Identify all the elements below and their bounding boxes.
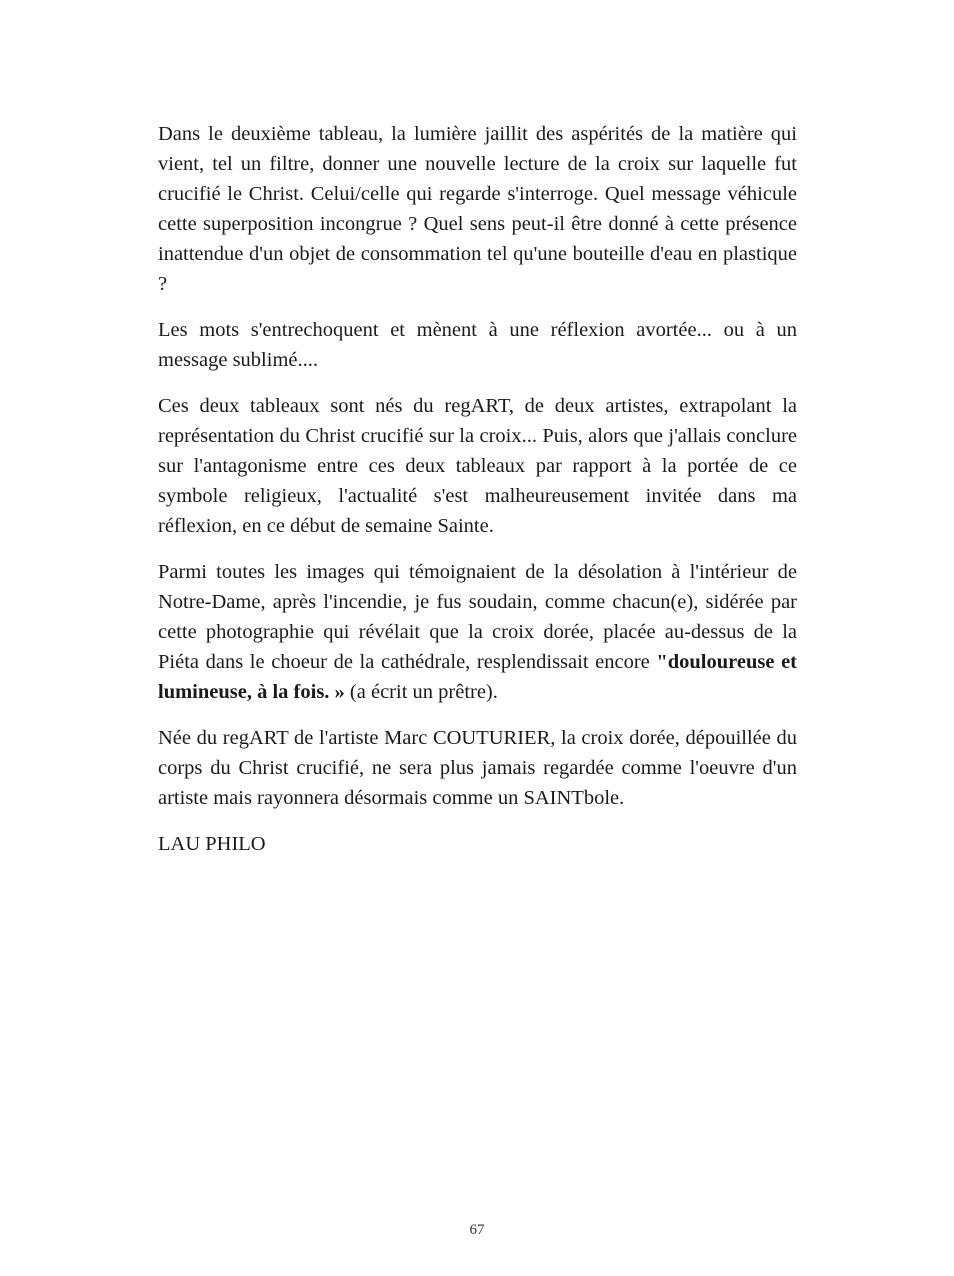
paragraph-4-text-before: Parmi toutes les images qui témoignaient de la désolation à l'intérieur de Notre-Dame, après l'incendie, je fus soudain, comme chacun(e), sidérée par cette photographie qui révélait que la croix dorée, placée au-dessus de la Piéta dans le choeur de la cathédrale, resplendissait encore [158,561,797,673]
paragraph-4-bold-quote: "douloureuse et lumineuse, à la fois. » [158,651,798,703]
page-number: 67 [469,1222,485,1238]
author-signature: LAU PHILO [158,833,266,855]
paragraph-4 [158,557,797,707]
paragraph-5: Née du regART de l'artiste Marc COUTURIER, la croix dorée, dépouillée du corps du Christ crucifié, ne sera plus jamais regardée comme l'oeuvre d'un artiste mais rayonnera désormais comme un SAINTbole. [158,727,797,809]
paragraph-3: Ces deux tableaux sont nés du regART, de deux artistes, extrapolant la représentation du Christ crucifié sur la croix... Puis, alors que j'allais conclure sur l'antagonisme entre ces deux tableaux par rapport à la portée de ce symbole religieux, l'actualité s'est malheureusement invitée dans ma réflexion, en ce début de semaine Sainte. [158,395,797,537]
paragraph-2: Les mots s'entrechoquent et mènent à une réflexion avortée... ou à un message sublimé.... [158,319,797,371]
paragraph-4-text-after: (a écrit un prêtre). [344,681,498,703]
paragraph-1: Dans le deuxième tableau, la lumière jaillit des aspérités de la matière qui vient, tel un filtre, donner une nouvelle lecture de la croix sur laquelle fut crucifié le Christ. Celui/celle qui regarde s'interroge. Quel message véhicule cette superposition incongrue ? Quel sens peut-il être donné à cette présence inattendue d'un objet de consommation tel qu'une bouteille d'eau en plastique ? [158,123,797,295]
document-body [158,119,797,859]
